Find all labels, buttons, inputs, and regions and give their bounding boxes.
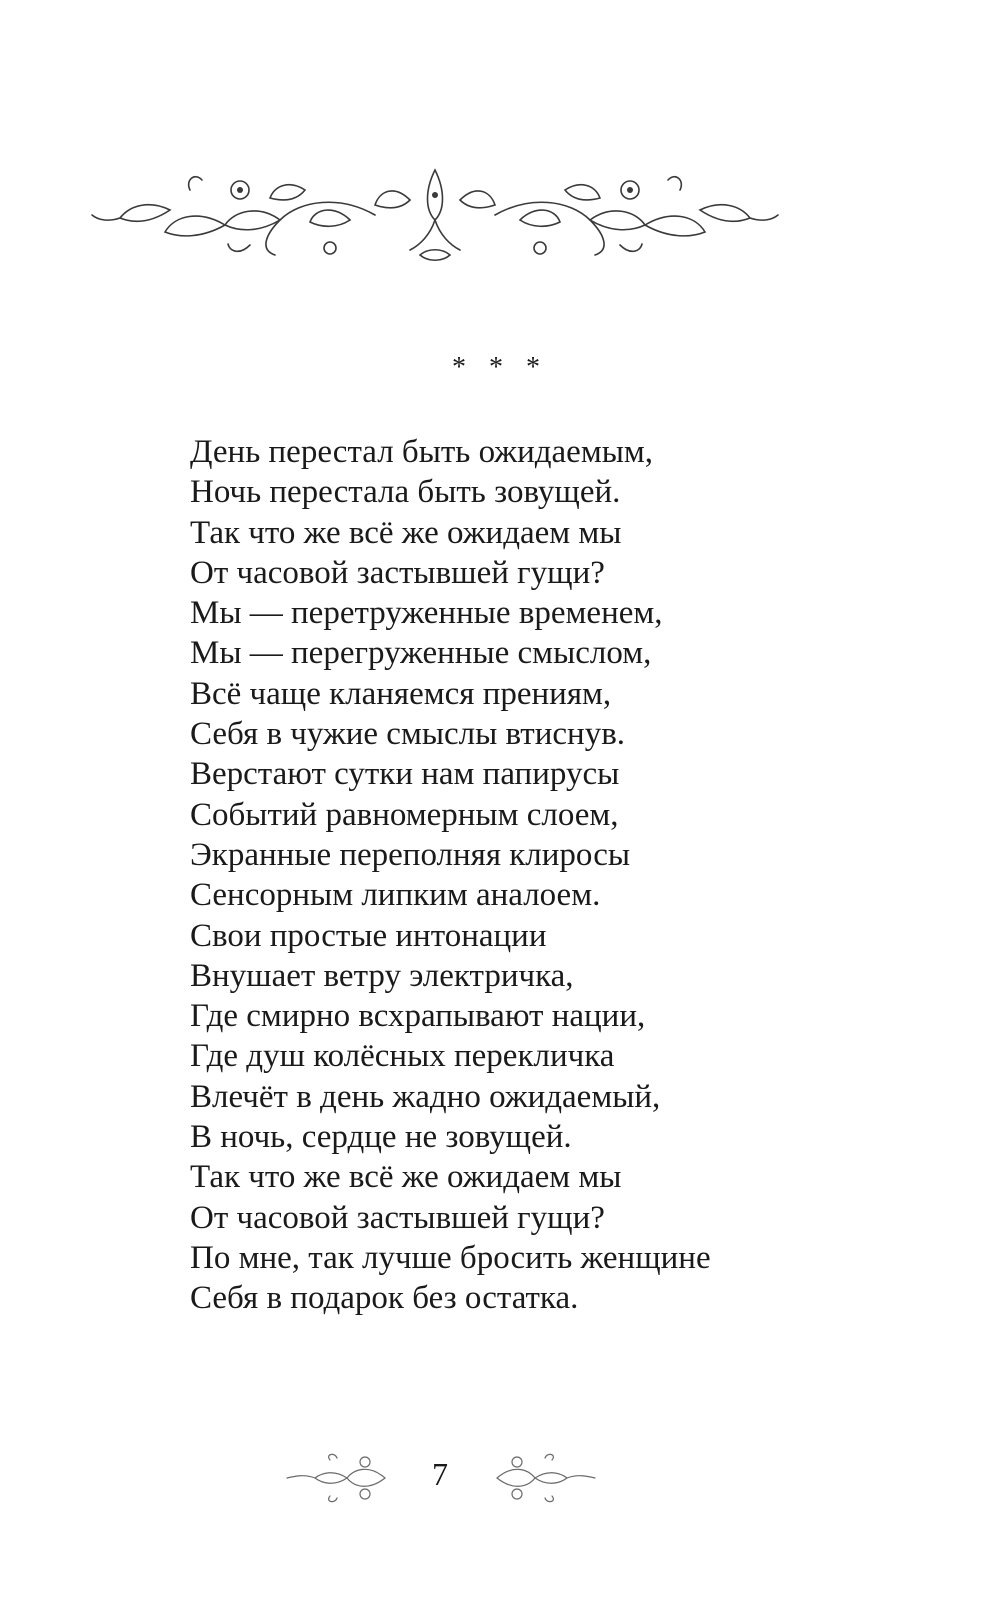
footer-left-ornament-icon	[285, 1450, 395, 1505]
poem-line: По мне, так лучше бросить женщине	[190, 1239, 711, 1276]
poem-line: Верстают сутки нам папирусы	[190, 756, 620, 793]
page-footer	[0, 1450, 1000, 1510]
poem-line: День перестал быть ожидаемым,	[190, 434, 654, 470]
poem-line: Внушает ветру электричка,	[190, 957, 574, 994]
poem-line: Влечёт в день жадно ожидаемый,	[190, 1078, 661, 1115]
poem-line: От часовой застывшей гущи?	[190, 1199, 605, 1236]
poem-line: Всё чаще кланяемся прениям,	[190, 675, 612, 712]
poem-line: Так что же всё же ожидаем мы	[190, 1159, 622, 1196]
poem-line: Где душ колёсных перекличка	[190, 1038, 615, 1075]
floral-header-ornament-icon	[90, 160, 780, 270]
poem-line: Себя в чужие смыслы втиснув.	[190, 716, 626, 753]
poem-line: Так что же всё же ожидаем мы	[190, 514, 622, 551]
poem-text	[190, 432, 830, 1319]
poem-line: Свои простые интонации	[190, 917, 547, 954]
poem-line: Себя в подарок без остатка.	[190, 1280, 579, 1317]
footer-right-ornament-icon	[487, 1450, 597, 1505]
page-number: 7	[432, 1456, 448, 1492]
poem-line: Экранные переполняя клиросы	[190, 836, 631, 873]
poem-line: Где смирно всхрапывают нации,	[190, 998, 646, 1035]
poem-line: Ночь перестала быть зовущей.	[190, 474, 621, 511]
poem-line: Событий равномерным слоем,	[190, 796, 619, 833]
poem-line: Мы — перетруженные временем,	[190, 595, 663, 632]
section-mark: * * *	[452, 352, 548, 383]
poem-line: Сенсорным липким аналоем.	[190, 877, 601, 914]
poem-line: В ночь, сердце не зовущей.	[190, 1119, 572, 1156]
poem-line: От часовой застывшей гущи?	[190, 554, 605, 591]
poem-line: Мы — перегруженные смыслом,	[190, 635, 652, 672]
